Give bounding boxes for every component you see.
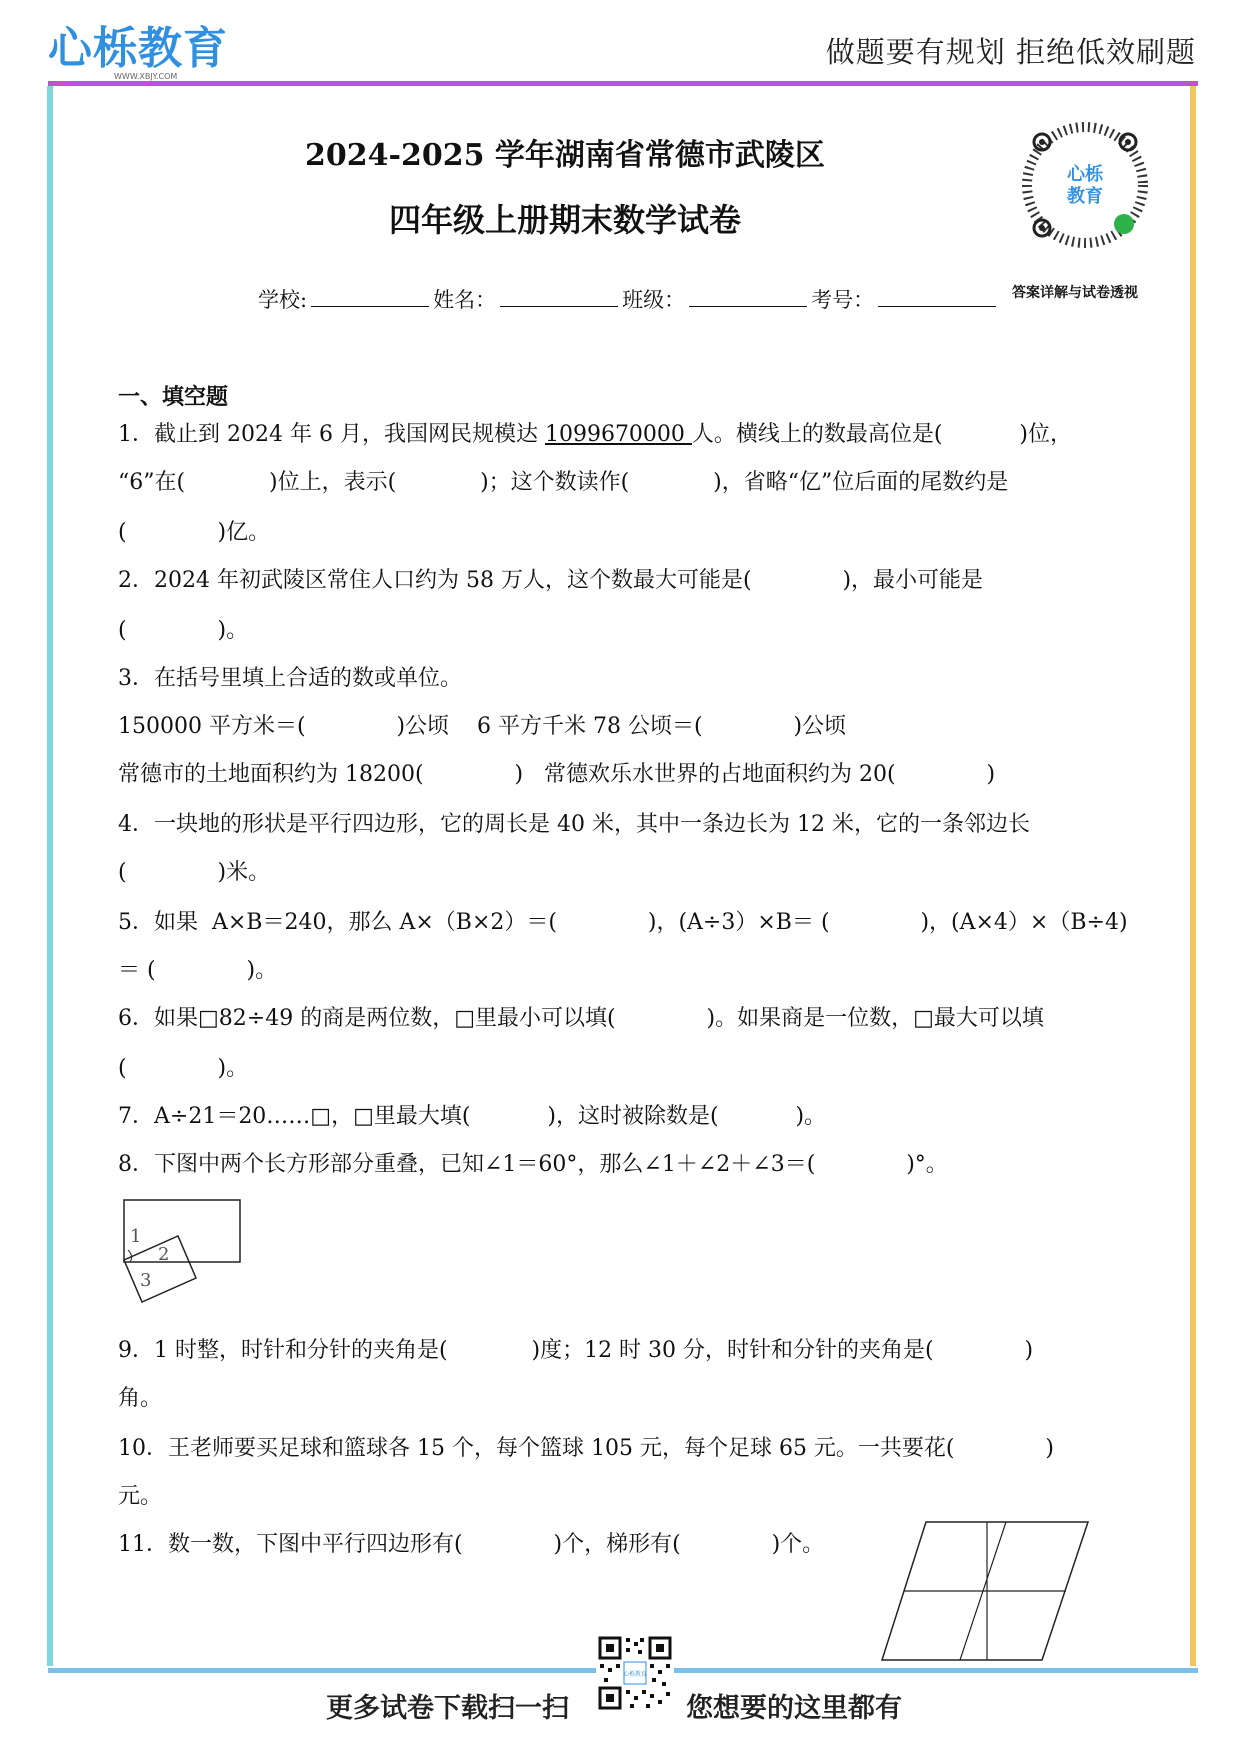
question-line: ( )。	[118, 618, 249, 643]
field-id-label: 考号：	[811, 288, 875, 312]
question-line: 7．A÷21＝20……□，□里最大填( )，这时被除数是( )。	[118, 1104, 827, 1129]
question-line: ( )米。	[118, 860, 271, 885]
field-name-label: 姓名：	[433, 288, 497, 312]
parallelogram-grid-figure	[880, 1520, 1090, 1665]
question-line: 9．1 时整，时针和分针的夹角是( )度；12 时 30 分，时针和分针的夹角是( )	[118, 1338, 1034, 1363]
field-school-blank[interactable]	[311, 288, 429, 307]
brand-url: WWW.XBJY.COM	[114, 72, 178, 81]
question-line: 1．截止到 2024 年 6 月，我国网民规模达 1099670000 人。横线上的数最高位是( )位，	[118, 422, 1073, 447]
overlapping-rectangles-figure	[120, 1198, 250, 1308]
question-line: 3．在括号里填上合适的数或单位。	[118, 666, 462, 691]
field-class-blank[interactable]	[689, 288, 807, 307]
left-border	[47, 86, 53, 1666]
footer-qr-label: 心栎教育	[622, 1671, 648, 1678]
right-border	[1190, 86, 1196, 1666]
question-line: 常德市的土地面积约为 18200( ) 常德欢乐水世界的占地面积约为 20( )	[118, 762, 996, 787]
question-line: 角。	[118, 1386, 163, 1411]
qr-caption: 答案详解与试卷透视	[1012, 285, 1138, 301]
footer-download-text: 更多试卷下载扫一扫	[326, 1693, 569, 1724]
question-line: 4．一块地的形状是平行四边形，它的周长是 40 米，其中一条边长为 12 米，它的一条邻边长	[118, 812, 1030, 837]
question-line: “6”在( )位上，表示( )；这个数读作( )，省略“亿”位后面的尾数约是	[118, 470, 1009, 495]
question-line: ＝ ( )。	[118, 958, 278, 983]
footer-tagline: 您想要的这里都有	[686, 1693, 902, 1724]
question-line: 5．如果 A×B＝240，那么 A×（B×2）＝( )，(A÷3）×B＝ ( )，(A×4）×（B÷4)	[118, 910, 1128, 935]
angle-3-label: 3	[140, 1270, 152, 1291]
exam-title-line1: 2024-2025 学年湖南省常德市武陵区	[305, 138, 825, 173]
qr-label-bottom: 教育	[1067, 186, 1103, 207]
field-class-label: 班级：	[622, 288, 686, 312]
question-line: ( )。	[118, 1056, 249, 1081]
question-line: 11．数一数，下图中平行四边形有( )个，梯形有( )个。	[118, 1532, 825, 1557]
question-line: 2．2024 年初武陵区常住人口约为 58 万人，这个数最大可能是( )，最小可能是	[118, 568, 984, 593]
section-title: 一、填空题	[118, 385, 229, 410]
question-line: 150000 平方米＝( )公顷 6 平方千米 78 公顷＝( )公顷	[118, 714, 847, 739]
question-line: ( )亿。	[118, 520, 271, 545]
angle-2-label: 2	[158, 1244, 170, 1265]
mini-program-qr-icon[interactable]	[1020, 120, 1150, 250]
question-line: 8．下图中两个长方形部分重叠，已知∠1＝60°，那么∠1＋∠2＋∠3＝( )°。	[118, 1152, 948, 1177]
download-qr-icon[interactable]	[596, 1634, 674, 1712]
question-line: 元。	[118, 1484, 163, 1509]
question-line: 10．王老师要买足球和篮球各 15 个，每个篮球 105 元，每个足球 65 元。一共要花( )	[118, 1436, 1055, 1461]
exam-title-line2: 四年级上册期末数学试卷	[388, 201, 741, 239]
field-school-label: 学校:	[258, 288, 308, 312]
brand-logo	[48, 24, 238, 82]
header-divider	[48, 81, 1198, 86]
header-slogan: 做题要有规划 拒绝低效刷题	[825, 35, 1196, 69]
angle-1-label: 1	[130, 1226, 142, 1247]
question-line: 6．如果□82÷49 的商是两位数，□里最小可以填( )。如果商是一位数，□最大可以填	[118, 1006, 1044, 1031]
field-name-blank[interactable]	[500, 288, 618, 307]
brand-name: 心栎教育	[48, 23, 228, 74]
qr-label-top: 心栎	[1067, 164, 1103, 185]
student-info-fields	[258, 284, 1000, 314]
field-id-blank[interactable]	[878, 288, 996, 307]
